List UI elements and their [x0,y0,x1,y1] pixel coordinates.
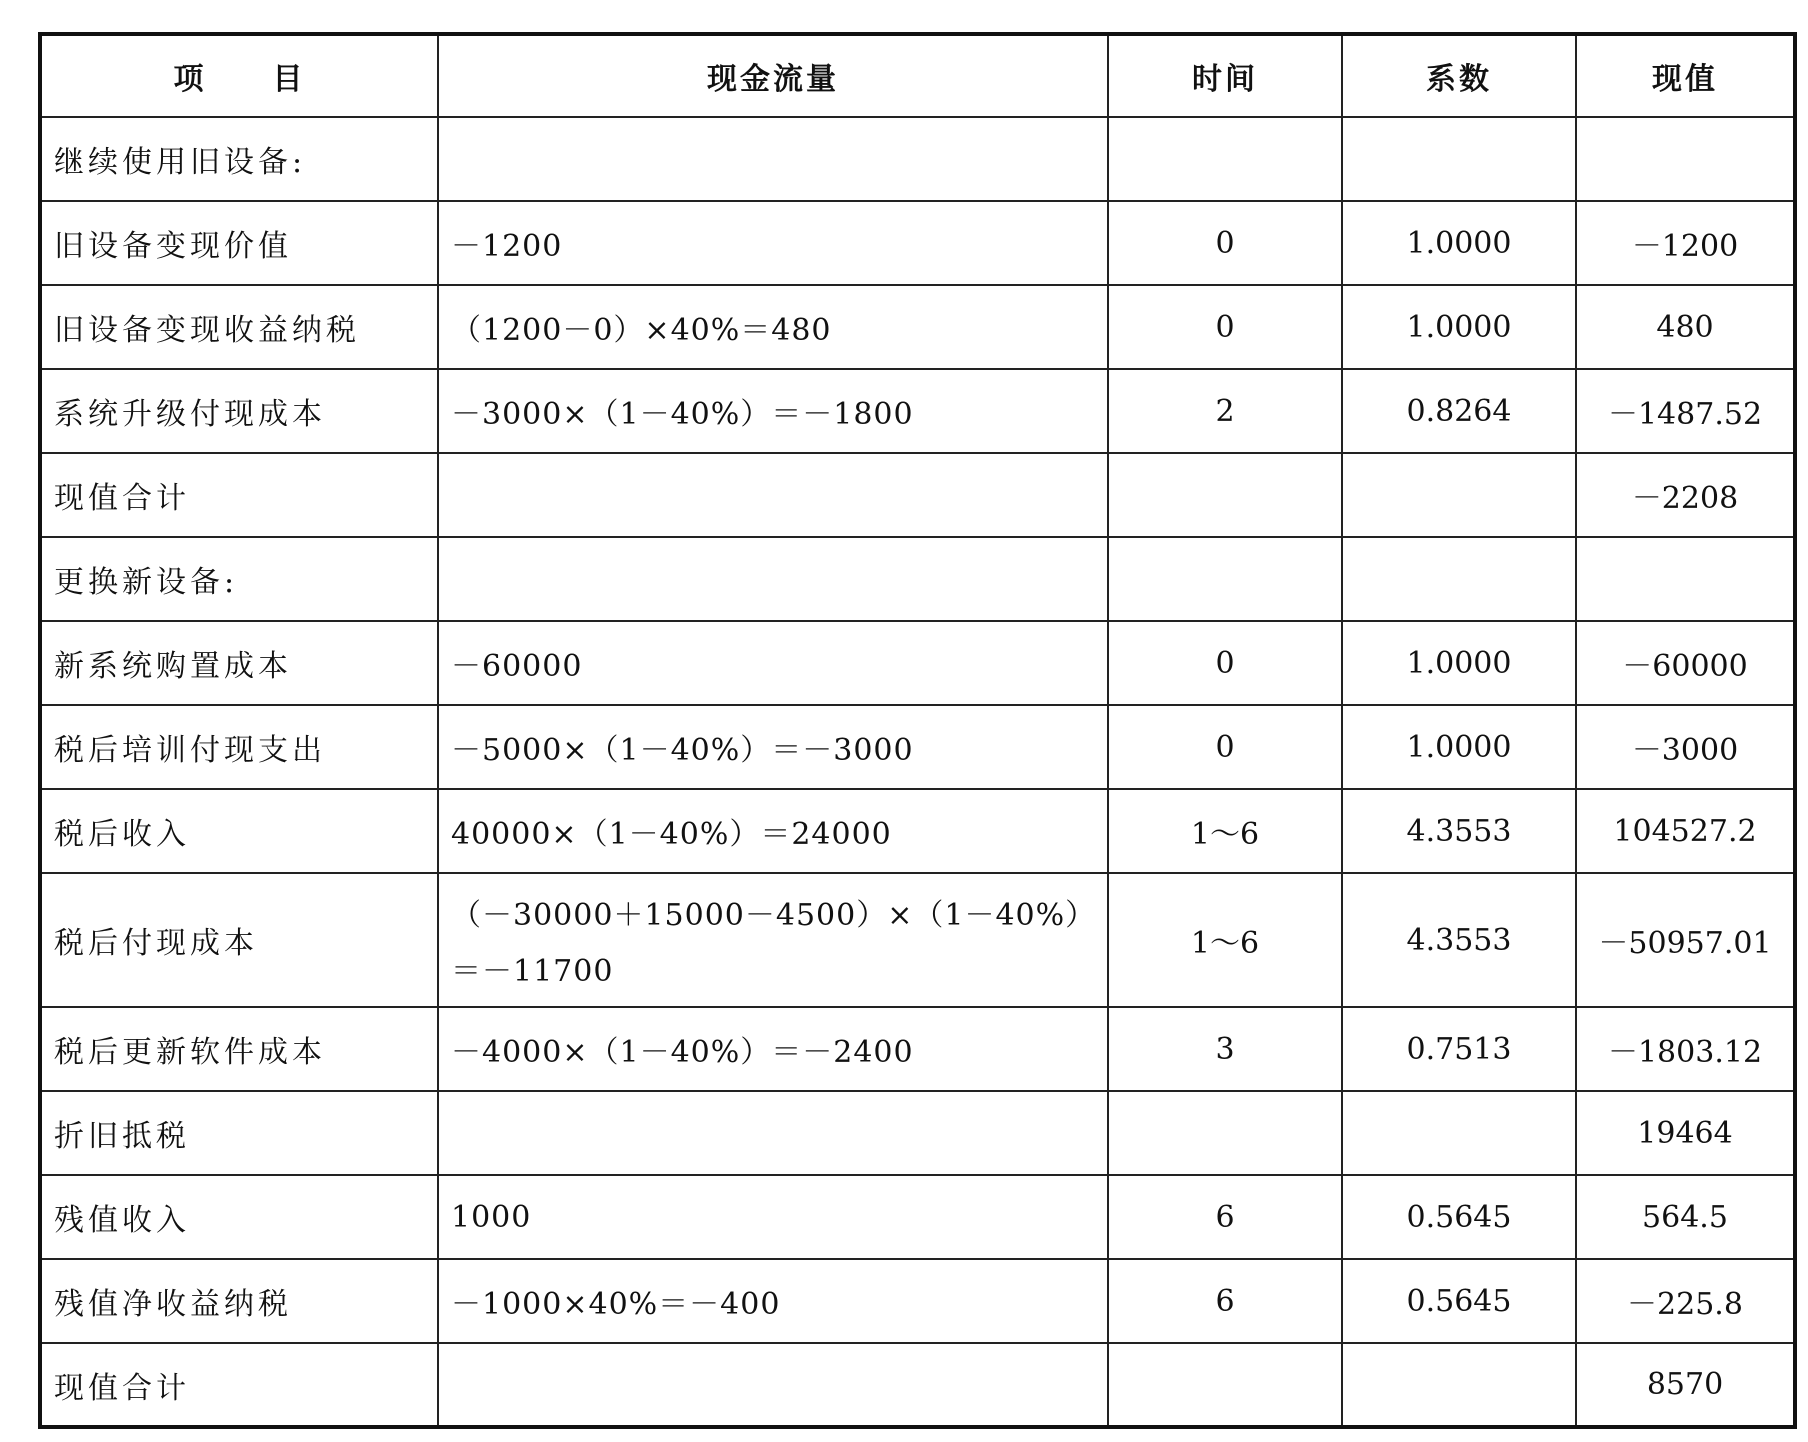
cell-time: 3 [1108,1007,1342,1091]
table-row [40,201,1795,285]
cell-time: 1～6 [1108,789,1342,873]
cell-item: 更换新设备: [40,537,438,621]
cell-item: 残值收入 [40,1175,438,1259]
cell-time: 6 [1108,1259,1342,1343]
cell-coefficient: 0.5645 [1342,1175,1576,1259]
cell-present-value: 480 [1576,285,1795,369]
cell-cash-flow: －60000 [438,621,1108,705]
cell-item: 旧设备变现价值 [40,201,438,285]
cell-cash-flow: （1200－0）×40%＝480 [438,285,1108,369]
header-row [40,34,1795,117]
table-row [40,1259,1795,1343]
cell-coefficient: 1.0000 [1342,705,1576,789]
cell-time [1108,1343,1342,1427]
cell-item: 税后更新软件成本 [40,1007,438,1091]
cell-item: 系统升级付现成本 [40,369,438,453]
cell-cash-flow-line1: （－30000＋15000－4500）×（1－40%） [451,898,1097,933]
table-row [40,621,1795,705]
cell-time [1108,453,1342,537]
cell-present-value: －60000 [1576,621,1795,705]
cell-time: 6 [1108,1175,1342,1259]
table-row [40,1343,1795,1427]
table-header [40,34,1795,117]
table-row [40,285,1795,369]
cell-cash-flow [438,537,1108,621]
cell-cash-flow-line2: ＝－11700 [451,954,614,989]
cell-item: 现值合计 [40,453,438,537]
cell-present-value: －3000 [1576,705,1795,789]
table-row [40,873,1795,1007]
table-body [40,117,1795,1427]
cell-coefficient [1342,1343,1576,1427]
cell-time: 0 [1108,621,1342,705]
cell-coefficient: 0.8264 [1342,369,1576,453]
cell-coefficient: 1.0000 [1342,201,1576,285]
table-row [40,789,1795,873]
cell-cash-flow: 1000 [438,1175,1108,1259]
cell-present-value [1576,537,1795,621]
cell-present-value: 8570 [1576,1343,1795,1427]
cell-coefficient [1342,117,1576,201]
table-row [40,369,1795,453]
cell-present-value: －1200 [1576,201,1795,285]
cell-time: 2 [1108,369,1342,453]
cell-time: 0 [1108,705,1342,789]
header-item: 项 目 [40,34,438,117]
cell-present-value: －2208 [1576,453,1795,537]
cell-cash-flow [438,1091,1108,1175]
table-row [40,117,1795,201]
cell-coefficient: 0.7513 [1342,1007,1576,1091]
cell-item: 继续使用旧设备: [40,117,438,201]
cell-present-value: －1803.12 [1576,1007,1795,1091]
cell-item: 税后培训付现支出 [40,705,438,789]
cell-time: 0 [1108,201,1342,285]
cell-cash-flow [438,453,1108,537]
table-row [40,1091,1795,1175]
cell-coefficient: 1.0000 [1342,285,1576,369]
cell-item: 旧设备变现收益纳税 [40,285,438,369]
table-row [40,1175,1795,1259]
header-time: 时间 [1108,34,1342,117]
cell-cash-flow: 40000×（1－40%）＝24000 [438,789,1108,873]
cell-present-value: －225.8 [1576,1259,1795,1343]
cell-item: 折旧抵税 [40,1091,438,1175]
cell-cash-flow: －5000×（1－40%）＝－3000 [438,705,1108,789]
cell-item: 税后收入 [40,789,438,873]
cell-cash-flow [438,117,1108,201]
cell-item: 现值合计 [40,1343,438,1427]
cell-coefficient: 1.0000 [1342,621,1576,705]
cell-time [1108,1091,1342,1175]
cell-item: 税后付现成本 [40,873,438,1007]
header-coefficient: 系数 [1342,34,1576,117]
cell-present-value: 564.5 [1576,1175,1795,1259]
cash-flow-table [38,32,1797,1429]
cell-present-value: 104527.2 [1576,789,1795,873]
cell-time: 1～6 [1108,873,1342,1007]
cell-present-value: 19464 [1576,1091,1795,1175]
cell-cash-flow: －1000×40%＝－400 [438,1259,1108,1343]
cell-cash-flow: －1200 [438,201,1108,285]
cell-present-value: －1487.52 [1576,369,1795,453]
cell-coefficient: 4.3553 [1342,873,1576,1007]
header-present-value: 现值 [1576,34,1795,117]
cell-cash-flow [438,873,1108,1007]
cell-coefficient: 0.5645 [1342,1259,1576,1343]
cell-item: 残值净收益纳税 [40,1259,438,1343]
cell-coefficient [1342,1091,1576,1175]
cell-coefficient [1342,537,1576,621]
cell-present-value [1576,117,1795,201]
table-row [40,705,1795,789]
header-cash-flow: 现金流量 [438,34,1108,117]
cell-time: 0 [1108,285,1342,369]
cell-cash-flow: －4000×（1－40%）＝－2400 [438,1007,1108,1091]
cell-time [1108,117,1342,201]
table-row [40,453,1795,537]
cell-cash-flow [438,1343,1108,1427]
table-row [40,537,1795,621]
cell-coefficient [1342,453,1576,537]
table-row [40,1007,1795,1091]
cell-coefficient: 4.3553 [1342,789,1576,873]
cell-item: 新系统购置成本 [40,621,438,705]
cell-present-value: －50957.01 [1576,873,1795,1007]
cell-cash-flow: －3000×（1－40%）＝－1800 [438,369,1108,453]
cell-time [1108,537,1342,621]
